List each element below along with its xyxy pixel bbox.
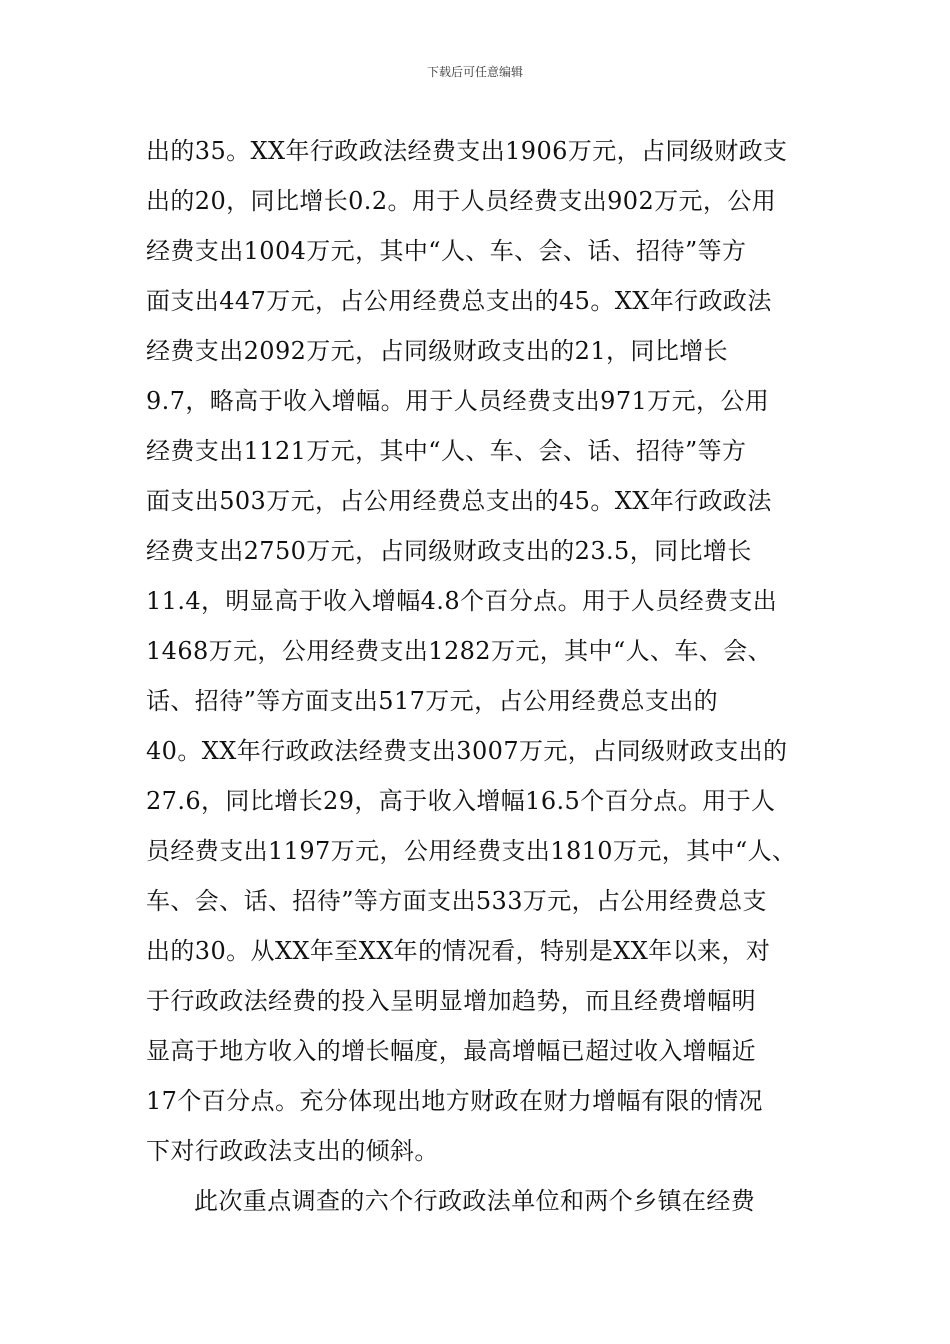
page-header: 下载后可任意编辑	[426, 65, 523, 79]
text-line: 27.6，同比增长29，高于收入增幅16.5个百分点。用于人	[146, 787, 776, 815]
text-line: 9.7，略高于收入增幅。用于人员经费支出971万元，公用	[146, 387, 770, 415]
document-body	[146, 126, 816, 1226]
paragraph	[146, 126, 816, 1176]
paragraph	[146, 1176, 816, 1226]
text-line: 出的35。XX年行政政法经费支出1906万元，占同级财政支	[146, 137, 788, 165]
text-line: 经费支出2092万元，占同级财政支出的21，同比增长	[146, 337, 729, 365]
text-line: 面支出503万元，占公用经费总支出的45。XX年行政政法	[146, 487, 772, 515]
text-line: 经费支出1004万元，其中“人、车、会、话、招待”等方	[146, 237, 747, 265]
text-line: 显高于地方收入的增长幅度，最高增幅已超过收入增幅近	[146, 1037, 756, 1065]
text-line: 员经费支出1197万元，公用经费支出1810万元，其中“人、	[146, 837, 797, 865]
text-line: 出的30。从XX年至XX年的情况看，特别是XX年以来，对	[146, 937, 771, 965]
text-line: 于行政政法经费的投入呈明显增加趋势，而且经费增幅明	[146, 987, 756, 1015]
text-line: 出的20，同比增长0.2。用于人员经费支出902万元，公用	[146, 187, 777, 215]
text-line: 11.4，明显高于收入增幅4.8个百分点。用于人员经费支出	[146, 587, 778, 615]
text-line: 17个百分点。充分体现出地方财政在财力增幅有限的情况	[146, 1087, 763, 1115]
text-line: 40。XX年行政政法经费支出3007万元，占同级财政支出的	[146, 737, 788, 765]
text-line: 此次重点调查的六个行政政法单位和两个乡镇在经费	[194, 1187, 756, 1215]
text-line: 话、招待”等方面支出517万元，占公用经费总支出的	[146, 687, 719, 715]
text-line: 车、会、话、招待”等方面支出533万元，占公用经费总支	[146, 887, 767, 915]
text-line: 下对行政政法支出的倾斜。	[146, 1137, 439, 1165]
text-line: 经费支出1121万元，其中“人、车、会、话、招待”等方	[146, 437, 747, 465]
text-line: 1468万元，公用经费支出1282万元，其中“人、车、会、	[146, 637, 773, 665]
text-line: 面支出447万元，占公用经费总支出的45。XX年行政政法	[146, 287, 772, 315]
text-line: 经费支出2750万元，占同级财政支出的23.5，同比增长	[146, 537, 752, 565]
